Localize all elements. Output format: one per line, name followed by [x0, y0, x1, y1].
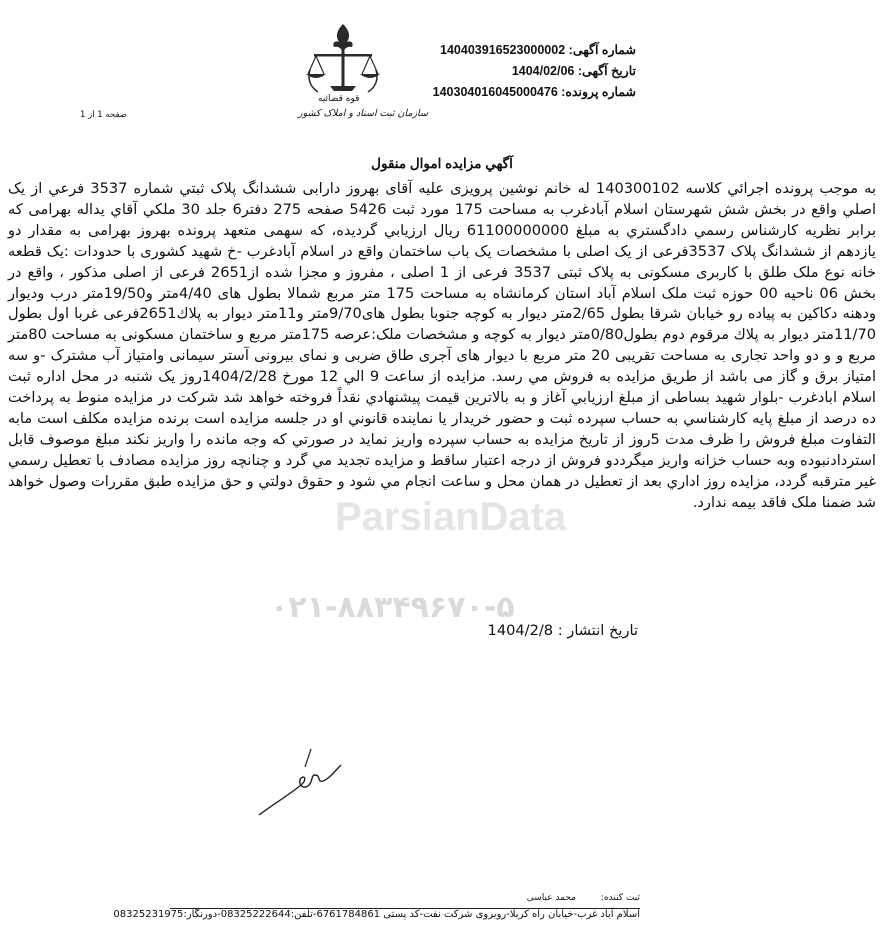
notice-body: به موجب پرونده اجرائي كلاسه 140300102 له خانم نوشین پرویزی علیه آقای بهروز دارابی ششدانگ پلاک ثبتي شماره 3537 فرعي از يک اصلي واقع در بخش شش شهرستان اسلام آبادغرب به مساحت 175 مورد ثبت 5426 صفحه 275 دفتر6 جلد 30 ملكي آقاي يداله بهرامی كه برابر نظريه كارشناس رسمي دادگستري به مبلغ 61100000000 ريال ارزيابي گرديده، كه سهمی متعهد پرونده بهروز بهرامی به مقدار دو یازدهم از ششدانگ پلاک 3537فرعی از یک اصلی با مشخصات یک باب ساختمان واقع در اسلام آبادغرب -خ شهید کشوری با حدودات :یک قطعه خانه نوع ملک طلق با کاربری مسکونی به پلاک ثبتی 3537 فرعی از 1 اصلی ، مفروز و مجزا شده از2651 فرعی از اصلی مذکور ، واقع در بخش 06 ناحیه 00 حوزه ثبت ملک اسلام آباد استان کرمانشاه به مساحت 175 متر مربع شمالا بطول های 4/40متر و19/50متر درب وديوار ودهنه دكاكين به پياده رو خيابان شرقا بطول 2/65متر ديوار به كوچه جنوبا بطول های9/70متر و11متر ديوار به پلاك2651فرعی غربا اول بطول 11/70متر ديوار به پلاك مرقوم دوم بطول0/80متر ديوار به كوچه و مشخصات ملک:عرصه 175متر مربع و ساختمان مسکونی به مساحت 80متر مربع و و دو واحد تجاری به مساحت تقریبی 20 متر مربع با دیوار های آجری طاق ضربی و نمای بیرونی آستر سیمانی وامتیاز آب مشترک -و سه امتیاز برق و گاز می باشد از طريق مزايده به فروش مي رسد. مزايده از ساعت 9 الي 12 مورخ 1404/2/28روز یک شنبه در محل اداره ثبت اسلام ابادغرب -بلوار شهید بساطی از مبلغ ارزيابي آغاز و به بالاترين قيمت پيشنهادي نقداً فروخته خواهد شد شركت در مزايده منوط به پرداخت ده درصد از مبلغ پايه كارشناسي به حساب سپرده ثبت و حضور خريدار يا نماينده قانوني او در جلسه مزايده است برنده مزايده مكلف است مابه التفاوت مبلغ فروش را ظرف مدت 5روز از تاريخ مزايده به حساب سپرده واريز نمايد در صورتي كه وجه مانده را واريز نكند مبلغ موصوف قابل استردادنبوده وبه حساب خزانه واريز ميگرددو فروش از درجه اعتبار ساقط و مزايده تجديد مي گرد و چنانچه روز مزايده مصادف با تعطيل رسمي غير مترقبه گردد، مزايده روز اداري بعد از تعطيل در همان محل و ساعت انجام مي شود و حقوق دولتي و حق مزايده طبق مقررات وصول خواهد شد ضمنا ملک فاقد بیمه ندارد. [8, 180, 877, 511]
registrar-name: محمد عباسی [526, 893, 577, 903]
notice-number-row [406, 40, 636, 61]
case-number-label: شماره پرونده: [561, 85, 636, 99]
page-indicator: صفحه 1 از 1 [80, 110, 127, 120]
publication-date-label: تاريخ انتشار : [557, 622, 638, 639]
watermark-phone: ۰۲۱-۸۸۳۴۹۶۷۰-۵ [270, 590, 515, 625]
emblem-caption: قوه قضائیه [318, 94, 360, 104]
notice-number-label: شماره آگهی: [568, 43, 636, 57]
org-name: سازمان ثبت اسناد و املاک کشور [298, 108, 428, 119]
registrar-label: ثبت كننده: [600, 893, 640, 903]
notice-date-row [406, 61, 636, 82]
notice-date: 1404/02/06 [511, 64, 575, 78]
watermark-brand: ParsianData [335, 495, 567, 539]
signature-icon [255, 745, 345, 820]
publication-date: 1404/2/8 [487, 622, 554, 639]
registrar-row [527, 893, 640, 903]
document-title: آگهي مزايده اموال منقول [371, 156, 513, 171]
handwritten-signature [255, 745, 345, 820]
case-number-row [406, 82, 636, 103]
notice-date-label: تاریخ آگهی: [577, 64, 636, 78]
notice-number: 140403916523000002 [440, 43, 566, 57]
office-address: اسلام آباد غرب-خیابان راه کربلا-روبروی شرکت نفت-کد پستی 6761784861-تلفن:08325222644-دورنگار:08325231975 [113, 909, 640, 920]
case-number: 140304016045000476 [432, 85, 558, 99]
publication-date-row [488, 622, 638, 639]
notice-meta [406, 40, 636, 103]
